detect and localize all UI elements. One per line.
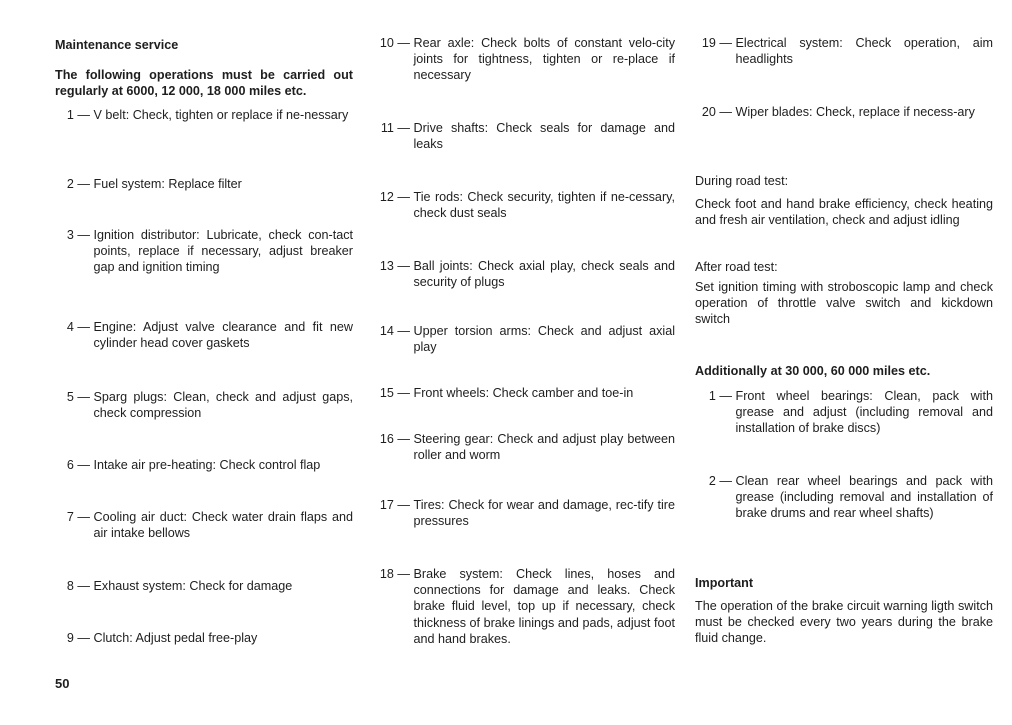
item-number: 16 — bbox=[379, 432, 410, 446]
list-item bbox=[55, 457, 353, 473]
item-number: 5 — bbox=[66, 390, 90, 404]
item-text: Sparg plugs: Clean, check and adjust gaps, check compression bbox=[93, 390, 353, 421]
item-text: Drive shafts: Check seals for damage and leaks bbox=[413, 121, 675, 152]
item-number: 4 — bbox=[66, 320, 90, 334]
item-text: Engine: Adjust valve clearance and fit new cylinder head cover gaskets bbox=[93, 320, 353, 351]
item-number: 10 — bbox=[379, 36, 410, 50]
item-text: Intake air pre-heating: Check control flap bbox=[93, 458, 321, 472]
item-text: Upper torsion arms: Check and adjust axial play bbox=[413, 324, 675, 355]
list-item bbox=[695, 473, 993, 522]
list-item bbox=[372, 431, 675, 463]
item-number: 7 — bbox=[66, 510, 90, 524]
list-item bbox=[55, 107, 353, 123]
item-text: Rear axle: Check bolts of constant velo-city joints for tightness, tighten or re-place if necessary bbox=[413, 36, 675, 83]
list-item bbox=[55, 630, 353, 646]
item-text: Fuel system: Replace filter bbox=[93, 177, 242, 191]
list-item bbox=[55, 227, 353, 276]
item-text: Front wheels: Check camber and toe-in bbox=[413, 386, 634, 400]
item-number: 1 — bbox=[708, 389, 732, 403]
item-text: Tires: Check for wear and damage, rec-tify tire pressures bbox=[413, 498, 675, 529]
item-text: Wiper blades: Check, replace if necess-ary bbox=[735, 105, 975, 119]
road-test-heading: During road test: bbox=[695, 174, 789, 188]
list-item bbox=[55, 176, 353, 192]
item-text: Ball joints: Check axial play, check seals and security of plugs bbox=[413, 259, 675, 290]
item-text: Steering gear: Check and adjust play between roller and worm bbox=[413, 432, 675, 463]
item-number: 8 — bbox=[66, 579, 90, 593]
after-road-test-heading: After road test: bbox=[695, 260, 778, 274]
item-number: 20 — bbox=[701, 105, 732, 119]
list-item bbox=[55, 509, 353, 541]
item-number: 3 — bbox=[66, 228, 90, 242]
list-item bbox=[695, 35, 993, 67]
item-number: 6 — bbox=[66, 458, 90, 472]
list-item bbox=[372, 189, 675, 221]
page-number: 50 bbox=[55, 676, 70, 691]
list-item bbox=[695, 104, 993, 120]
item-text: Clutch: Adjust pedal free-play bbox=[93, 631, 258, 645]
item-number: 18 — bbox=[379, 567, 410, 581]
item-number: 17 — bbox=[379, 498, 410, 512]
item-number: 19 — bbox=[701, 36, 732, 50]
list-item bbox=[372, 566, 675, 647]
item-number: 2 — bbox=[708, 474, 732, 488]
after-road-test-text: Set ignition timing with stroboscopic lamp and check operation of throttle valve switch and kickdown switch bbox=[695, 280, 993, 327]
item-number: 11 — bbox=[380, 121, 410, 135]
list-item bbox=[55, 578, 353, 594]
item-number: 1 — bbox=[66, 108, 90, 122]
road-test-text: Check foot and hand brake efficiency, check heating and fresh air ventilation, check and adjust idling bbox=[695, 197, 993, 228]
item-text: Brake system: Check lines, hoses and connections for damage and leaks. Check brake fluid level, top up if necessary, check thickness of brake linings and pads, adjust foot and hand brakes. bbox=[413, 567, 675, 646]
list-item bbox=[55, 319, 353, 351]
list-item bbox=[372, 120, 675, 152]
important-text: The operation of the brake circuit warning ligth switch must be checked every two years during the brake fluid change. bbox=[695, 599, 993, 646]
item-text: Exhaust system: Check for damage bbox=[93, 579, 293, 593]
list-item bbox=[695, 388, 993, 437]
additional-heading: Additionally at 30 000, 60 000 miles etc. bbox=[695, 364, 931, 378]
list-item bbox=[372, 385, 675, 401]
list-item bbox=[372, 258, 675, 290]
item-number: 13 — bbox=[379, 259, 410, 273]
item-number: 9 — bbox=[66, 631, 90, 645]
item-text: Electrical system: Check operation, aim headlights bbox=[735, 36, 993, 67]
item-text: Tie rods: Check security, tighten if ne-cessary, check dust seals bbox=[413, 190, 675, 221]
item-number: 15 — bbox=[379, 386, 410, 400]
item-text: V belt: Check, tighten or replace if ne-nessary bbox=[93, 108, 349, 122]
list-item bbox=[372, 497, 675, 529]
list-item bbox=[372, 35, 675, 84]
important-heading: Important bbox=[695, 576, 754, 590]
item-number: 12 — bbox=[379, 190, 410, 204]
section-heading-maintenance-service: Maintenance service bbox=[55, 38, 179, 52]
list-item bbox=[55, 389, 353, 421]
item-number: 14 — bbox=[379, 324, 410, 338]
list-item bbox=[372, 323, 675, 355]
item-number: 2 — bbox=[66, 177, 90, 191]
item-text: Clean rear wheel bearings and pack with grease (including removal and installation of brake drums and rear wheel shafts) bbox=[735, 474, 993, 521]
intro-paragraph: The following operations must be carried out regularly at 6000, 12 000, 18 000 miles etc. bbox=[55, 68, 353, 99]
item-text: Front wheel bearings: Clean, pack with grease and adjust (including removal and installation of brake discs) bbox=[735, 389, 993, 436]
item-text: Ignition distributor: Lubricate, check con-tact points, replace if necessary, adjust breaker gap and ignition timing bbox=[93, 228, 353, 275]
item-text: Cooling air duct: Check water drain flaps and air intake bellows bbox=[93, 510, 353, 541]
